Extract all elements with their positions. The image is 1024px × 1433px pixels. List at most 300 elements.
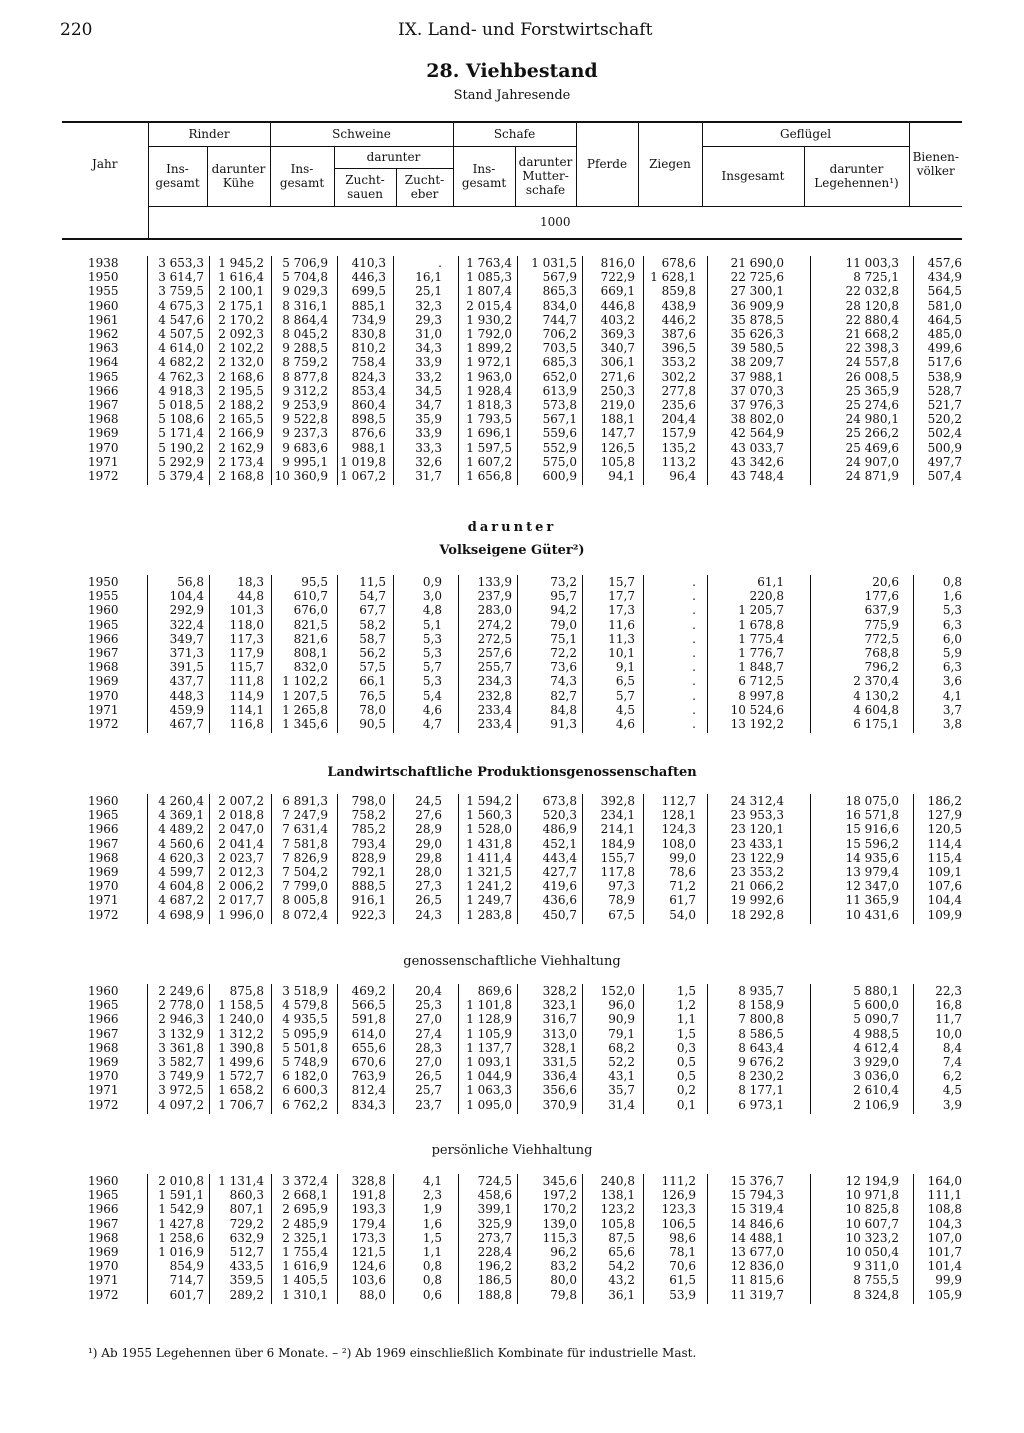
value-cell: 410,3 — [351, 256, 386, 270]
value-cell: 78,1 — [669, 1245, 696, 1259]
value-cell: 391,5 — [169, 660, 204, 675]
table-row — [0, 984, 1024, 999]
value-cell: 4 097,2 — [158, 1097, 204, 1112]
value-cell: 39 580,5 — [730, 341, 784, 356]
value-cell: 121,5 — [351, 1245, 386, 1259]
value-cell: 184,9 — [600, 836, 635, 851]
value-cell: 8 586,5 — [738, 1026, 784, 1041]
value-cell: 1 431,8 — [466, 836, 512, 851]
year-cell: 1967 — [88, 1026, 119, 1041]
header-legehennen: darunter Legehennen¹) — [804, 146, 909, 206]
value-cell: . — [692, 603, 696, 618]
table-row — [0, 398, 1024, 413]
section-subheading: Volkseigene Güter²) — [439, 543, 585, 558]
value-cell: 3,6 — [942, 674, 962, 689]
value-cell: 340,7 — [600, 341, 635, 356]
value-cell: 234,1 — [600, 808, 635, 823]
value-cell: 13 192,2 — [730, 717, 784, 731]
value-cell: 1 063,3 — [466, 1083, 512, 1098]
value-cell: 19 992,6 — [730, 893, 784, 908]
value-cell: 14 846,6 — [730, 1216, 784, 1231]
year-cell: 1971 — [88, 893, 119, 908]
value-cell: 4,6 — [615, 717, 635, 731]
value-cell: 1 591,1 — [158, 1188, 204, 1203]
value-cell: 724,5 — [477, 1174, 512, 1188]
value-cell: . — [692, 617, 696, 632]
value-cell: 8 005,8 — [282, 893, 328, 908]
value-cell: 0,2 — [676, 1083, 696, 1098]
value-cell: 54,0 — [669, 907, 696, 922]
value-cell: 722,9 — [600, 270, 635, 285]
table-row — [0, 646, 1024, 661]
value-cell: 5,1 — [422, 617, 442, 632]
value-cell: 15,7 — [608, 575, 635, 589]
table-row — [0, 717, 1024, 732]
value-cell: 387,6 — [661, 327, 696, 341]
value-cell: 36,1 — [608, 1287, 635, 1302]
value-cell: 497,7 — [927, 454, 962, 469]
value-cell: 2 106,9 — [853, 1097, 899, 1112]
value-cell: 106,5 — [661, 1216, 696, 1231]
value-cell: 1 105,9 — [466, 1026, 512, 1041]
value-cell: 68,2 — [608, 1040, 635, 1055]
table-row — [0, 1098, 1024, 1113]
value-cell: 1 560,3 — [466, 808, 512, 823]
value-cell: 1 607,2 — [466, 454, 512, 469]
year-cell: 1967 — [88, 836, 119, 851]
value-cell: 1 899,2 — [466, 341, 512, 356]
value-cell: 816,0 — [600, 256, 635, 270]
value-cell: 869,6 — [477, 984, 512, 998]
value-cell: 12 194,9 — [845, 1174, 899, 1188]
value-cell: 448,3 — [169, 688, 204, 703]
value-cell: 193,3 — [351, 1202, 386, 1217]
value-cell: 42 564,9 — [730, 426, 784, 441]
value-cell: 20,6 — [872, 575, 899, 589]
year-cell: 1960 — [88, 298, 119, 313]
value-cell: 6,3 — [942, 660, 962, 675]
value-cell: 188,1 — [600, 412, 635, 427]
value-cell: 669,1 — [600, 284, 635, 299]
value-cell: 8 072,4 — [282, 907, 328, 922]
value-cell: 2 173,4 — [218, 454, 264, 469]
value-cell: 31,7 — [415, 469, 442, 483]
year-cell: 1968 — [88, 1040, 119, 1055]
value-cell: 2 325,1 — [282, 1230, 328, 1245]
value-cell: 1 616,4 — [218, 270, 264, 285]
value-cell: 552,9 — [542, 440, 577, 455]
value-cell: 94,2 — [550, 603, 577, 618]
value-cell: 371,3 — [169, 646, 204, 660]
value-cell: 4 579,8 — [282, 998, 328, 1013]
value-cell: 90,9 — [608, 1012, 635, 1027]
value-cell: 325,9 — [477, 1216, 512, 1231]
header-bottom-rule — [62, 238, 962, 240]
value-cell: 763,9 — [351, 1069, 386, 1084]
year-cell: 1955 — [88, 284, 119, 299]
value-cell: 1,5 — [676, 1026, 696, 1041]
value-cell: 116,8 — [229, 717, 264, 731]
value-cell: 4,1 — [942, 688, 962, 703]
value-cell: 433,5 — [229, 1259, 264, 1274]
year-cell: 1970 — [88, 440, 119, 455]
value-cell: 758,4 — [351, 355, 386, 370]
value-cell: 2 485,9 — [282, 1216, 328, 1231]
value-cell: 2 249,6 — [158, 984, 204, 998]
value-cell: 1 594,2 — [466, 794, 512, 808]
chapter-title: IX. Land- und Forstwirtschaft — [398, 20, 653, 40]
value-cell: 34,5 — [415, 383, 442, 398]
value-cell: 10,0 — [935, 1026, 962, 1041]
value-cell: 5 880,1 — [853, 984, 899, 998]
value-cell: 3 036,0 — [853, 1069, 899, 1084]
value-cell: 52,2 — [608, 1055, 635, 1069]
value-cell: 3 972,5 — [158, 1083, 204, 1098]
value-cell: 124,6 — [351, 1259, 386, 1274]
value-cell: 108,8 — [927, 1202, 962, 1217]
value-cell: 96,0 — [608, 998, 635, 1013]
value-cell: 1 405,5 — [282, 1273, 328, 1288]
value-cell: 33,3 — [415, 440, 442, 455]
value-cell: 283,0 — [477, 603, 512, 618]
value-cell: 349,7 — [169, 631, 204, 646]
value-cell: 824,3 — [351, 369, 386, 384]
value-cell: 2 017,7 — [218, 893, 264, 908]
value-cell: 2 015,4 — [466, 298, 512, 313]
value-cell: 520,2 — [927, 412, 962, 427]
value-cell: 12 347,0 — [845, 879, 899, 894]
value-cell: 111,8 — [229, 674, 264, 689]
value-cell: 613,9 — [542, 383, 577, 398]
value-cell: 0,5 — [676, 1069, 696, 1084]
year-cell: 1963 — [88, 341, 119, 356]
table-row — [0, 455, 1024, 470]
value-cell: 772,5 — [864, 631, 899, 646]
value-cell: 452,1 — [542, 836, 577, 851]
value-cell: 37 976,3 — [730, 398, 784, 412]
table-row — [0, 1188, 1024, 1203]
value-cell: 90,5 — [359, 717, 386, 731]
table-row — [0, 299, 1024, 314]
value-cell: 4 935,5 — [282, 1012, 328, 1027]
value-cell: 29,0 — [415, 836, 442, 851]
value-cell: 512,7 — [229, 1245, 264, 1259]
table-title: 28. Viehbestand — [426, 60, 598, 82]
value-cell: 43 342,6 — [730, 454, 784, 469]
value-cell: 109,1 — [927, 865, 962, 879]
value-cell: 14 935,6 — [845, 850, 899, 865]
table-subtitle: Stand Jahresende — [453, 88, 571, 103]
value-cell: 23 120,1 — [730, 822, 784, 837]
value-cell: 4 675,3 — [158, 298, 204, 313]
value-cell: 5 706,9 — [282, 256, 328, 270]
value-cell: 29,3 — [415, 312, 442, 327]
year-cell: 1968 — [88, 850, 119, 865]
year-cell: 1970 — [88, 1069, 119, 1084]
value-cell: 1 572,7 — [218, 1069, 264, 1084]
value-cell: 32,6 — [415, 454, 442, 469]
value-cell: 0,8 — [422, 1273, 442, 1288]
value-cell: 274,2 — [477, 617, 512, 632]
value-cell: 9 311,0 — [853, 1259, 899, 1274]
value-cell: 2 041,4 — [218, 836, 264, 851]
value-cell: 7 800,8 — [738, 1012, 784, 1027]
value-cell: 885,1 — [351, 298, 386, 313]
value-cell: 0,8 — [942, 575, 962, 589]
value-cell: 99,9 — [935, 1273, 962, 1288]
header-gefluegel-insgesamt: Insgesamt — [702, 146, 804, 206]
value-cell: 1 628,1 — [650, 270, 696, 285]
year-cell: 1966 — [88, 822, 119, 837]
value-cell: 1 818,3 — [466, 398, 512, 412]
year-cell: 1971 — [88, 1083, 119, 1098]
value-cell: 37 070,3 — [730, 383, 784, 398]
value-cell: 5 292,9 — [158, 454, 204, 469]
value-cell: 78,6 — [669, 865, 696, 879]
section-heading: darunter — [467, 520, 557, 535]
value-cell: 4 604,8 — [158, 879, 204, 894]
value-cell: 24,5 — [415, 794, 442, 808]
table-row — [0, 837, 1024, 852]
value-cell: 78,9 — [608, 893, 635, 908]
value-cell: 4 507,5 — [158, 327, 204, 341]
value-cell: 860,4 — [351, 398, 386, 412]
header-schweine-darunter: darunter — [334, 146, 453, 168]
value-cell: 859,8 — [661, 284, 696, 299]
value-cell: 1 131,4 — [218, 1174, 264, 1188]
value-cell: 33,9 — [415, 426, 442, 441]
value-cell: 54,2 — [608, 1259, 635, 1274]
value-cell: 157,9 — [661, 426, 696, 441]
value-cell: 7 799,0 — [282, 879, 328, 894]
value-cell: 22,3 — [935, 984, 962, 998]
table-row — [0, 851, 1024, 866]
value-cell: 10 360,9 — [274, 469, 328, 483]
value-cell: 111,1 — [927, 1188, 962, 1203]
value-cell: 27,0 — [415, 1055, 442, 1069]
value-cell: 673,8 — [542, 794, 577, 808]
value-cell: 35 878,5 — [730, 312, 784, 327]
value-cell: 72,2 — [550, 646, 577, 660]
value-cell: 22 725,6 — [730, 270, 784, 285]
value-cell: 678,6 — [661, 256, 696, 270]
header-jahr: Jahr — [62, 122, 148, 206]
value-cell: 14 488,1 — [730, 1230, 784, 1245]
value-cell: 233,4 — [477, 717, 512, 731]
value-cell: 8 755,5 — [853, 1273, 899, 1288]
value-cell: 832,0 — [293, 660, 328, 675]
table-row — [0, 1202, 1024, 1217]
value-cell: 8 324,8 — [853, 1287, 899, 1302]
year-cell: 1970 — [88, 879, 119, 894]
value-cell: 486,9 — [542, 822, 577, 837]
value-cell: 521,7 — [927, 398, 962, 412]
value-cell: 191,8 — [351, 1188, 386, 1203]
value-cell: 2 023,7 — [218, 850, 264, 865]
table-row — [0, 370, 1024, 385]
value-cell: 109,9 — [927, 907, 962, 922]
value-cell: 853,4 — [351, 383, 386, 398]
value-cell: 3 749,9 — [158, 1069, 204, 1084]
value-cell: 2 778,0 — [158, 998, 204, 1013]
value-cell: 4 260,4 — [158, 794, 204, 808]
value-cell: 95,5 — [301, 575, 328, 589]
value-cell: 71,2 — [669, 879, 696, 894]
header-schafe-insgesamt: Ins- gesamt — [453, 146, 515, 206]
value-cell: 8,4 — [942, 1040, 962, 1055]
value-cell: 35 626,3 — [730, 327, 784, 341]
value-cell: 61,7 — [669, 893, 696, 908]
value-cell: 4 560,6 — [158, 836, 204, 851]
value-cell: 830,8 — [351, 327, 386, 341]
value-cell: 1 597,5 — [466, 440, 512, 455]
value-cell: 528,7 — [927, 383, 962, 398]
table-row — [0, 284, 1024, 299]
value-cell: 104,4 — [927, 893, 962, 908]
value-cell: 250,3 — [600, 383, 635, 398]
value-cell: 3 132,9 — [158, 1026, 204, 1041]
value-cell: 419,6 — [542, 879, 577, 894]
value-cell: 35,7 — [608, 1083, 635, 1098]
value-cell: 2 610,4 — [853, 1083, 899, 1098]
value-cell: 306,1 — [600, 355, 635, 370]
value-cell: 138,1 — [600, 1188, 635, 1203]
value-cell: 3,9 — [942, 1097, 962, 1112]
value-cell: 21 668,2 — [845, 327, 899, 341]
value-cell: 1 696,1 — [466, 426, 512, 441]
value-cell: 73,6 — [550, 660, 577, 675]
value-cell: 1 996,0 — [218, 907, 264, 922]
table-row — [0, 1174, 1024, 1189]
value-cell: 4 369,1 — [158, 808, 204, 823]
value-cell: 31,4 — [608, 1097, 635, 1112]
value-cell: 4 489,2 — [158, 822, 204, 837]
value-cell: 1 137,7 — [466, 1040, 512, 1055]
value-cell: 714,7 — [169, 1273, 204, 1288]
value-cell: 17,7 — [608, 589, 635, 604]
value-cell: 1 095,0 — [466, 1097, 512, 1112]
value-cell: 27,0 — [415, 1012, 442, 1027]
value-cell: 271,6 — [600, 369, 635, 384]
value-cell: 2 018,8 — [218, 808, 264, 823]
value-cell: 6 600,3 — [282, 1083, 328, 1098]
value-cell: 29,8 — [415, 850, 442, 865]
value-cell: 8 316,1 — [282, 298, 328, 313]
value-cell: 91,3 — [550, 717, 577, 731]
value-cell: 97,3 — [608, 879, 635, 894]
value-cell: 4 130,2 — [853, 688, 899, 703]
value-cell: 898,5 — [351, 412, 386, 427]
value-cell: 469,2 — [351, 984, 386, 998]
year-cell: 1950 — [88, 575, 119, 589]
table-row — [0, 384, 1024, 399]
value-cell: 120,5 — [927, 822, 962, 837]
value-cell: 632,9 — [229, 1230, 264, 1245]
value-cell: 105,9 — [927, 1287, 962, 1302]
value-cell: 446,3 — [351, 270, 386, 285]
value-cell: 57,5 — [359, 660, 386, 675]
value-cell: 517,6 — [927, 355, 962, 370]
value-cell: 9,1 — [615, 660, 635, 675]
value-cell: 24 557,8 — [845, 355, 899, 370]
value-cell: 821,5 — [293, 617, 328, 632]
value-cell: 336,4 — [542, 1069, 577, 1084]
value-cell: 2 175,1 — [218, 298, 264, 313]
value-cell: 2 092,3 — [218, 327, 264, 341]
value-cell: 22 398,3 — [845, 341, 899, 356]
value-cell: 114,9 — [229, 688, 264, 703]
year-cell: 1971 — [88, 454, 119, 469]
value-cell: 7 581,8 — [282, 836, 328, 851]
value-cell: 27,3 — [415, 879, 442, 894]
value-cell: 670,6 — [351, 1055, 386, 1069]
table-row — [0, 1083, 1024, 1098]
value-cell: 9 253,9 — [282, 398, 328, 412]
value-cell: 27,4 — [415, 1026, 442, 1041]
value-cell: 8 177,1 — [738, 1083, 784, 1098]
table-row — [0, 313, 1024, 328]
section-subheading: genossenschaftliche Viehhaltung — [403, 954, 621, 969]
value-cell: 581,0 — [927, 298, 962, 313]
value-cell: 76,5 — [359, 688, 386, 703]
value-cell: . — [692, 589, 696, 604]
value-cell: 233,4 — [477, 702, 512, 717]
year-cell: 1968 — [88, 660, 119, 675]
value-cell: 1 542,9 — [158, 1202, 204, 1217]
value-cell: 685,3 — [542, 355, 577, 370]
value-cell: 676,0 — [293, 603, 328, 618]
value-cell: 1 093,1 — [466, 1055, 512, 1069]
table-row — [0, 469, 1024, 484]
value-cell: 11 365,9 — [845, 893, 899, 908]
year-cell: 1965 — [88, 1188, 119, 1203]
value-cell: 575,0 — [542, 454, 577, 469]
table-row — [0, 660, 1024, 675]
value-cell: 637,9 — [864, 603, 899, 618]
value-cell: 8 045,2 — [282, 327, 328, 341]
value-cell: 328,1 — [542, 1040, 577, 1055]
value-cell: 5 704,8 — [282, 270, 328, 285]
value-cell: 11 319,7 — [730, 1287, 784, 1302]
value-cell: 1 678,8 — [738, 617, 784, 632]
value-cell: 0,6 — [422, 1287, 442, 1302]
value-cell: 23,7 — [415, 1097, 442, 1112]
value-cell: 807,1 — [229, 1202, 264, 1217]
value-cell: 2 007,2 — [218, 794, 264, 808]
value-cell: 1 776,7 — [738, 646, 784, 660]
value-cell: 170,2 — [542, 1202, 577, 1217]
value-cell: 5 501,8 — [282, 1040, 328, 1055]
value-cell: 808,1 — [293, 646, 328, 660]
value-cell: 328,2 — [542, 984, 577, 998]
value-cell: 437,7 — [169, 674, 204, 689]
value-cell: 1 205,7 — [738, 603, 784, 618]
value-cell: 108,0 — [661, 836, 696, 851]
value-cell: 73,2 — [550, 575, 577, 589]
value-cell: 1 656,8 — [466, 469, 512, 483]
value-cell: 22 032,8 — [845, 284, 899, 299]
value-cell: 7 504,2 — [282, 865, 328, 879]
value-cell: 43,2 — [608, 1273, 635, 1288]
value-cell: 369,3 — [600, 327, 635, 341]
value-cell: 255,7 — [477, 660, 512, 675]
year-cell: 1960 — [88, 603, 119, 618]
value-cell: 21 066,2 — [730, 879, 784, 894]
value-cell: 4 604,8 — [853, 702, 899, 717]
value-cell: 4,6 — [422, 702, 442, 717]
value-cell: 4 599,7 — [158, 865, 204, 879]
table-row — [0, 589, 1024, 604]
